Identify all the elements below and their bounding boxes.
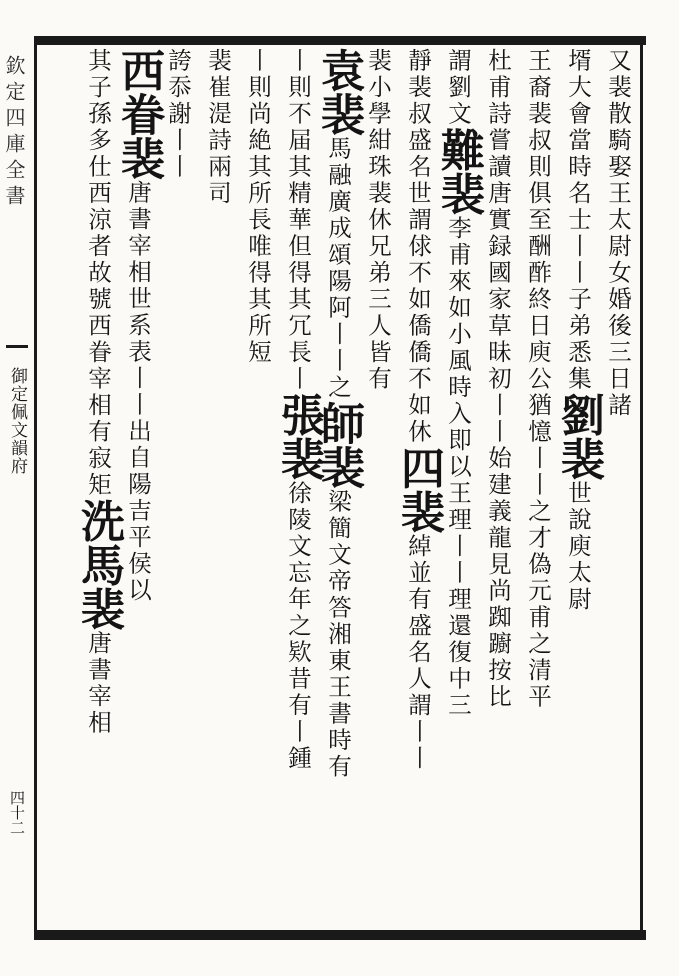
top-border-rule [34, 36, 646, 45]
headword: 張裴 [273, 392, 324, 481]
headword: 袁裴 [313, 48, 364, 136]
text-column: 杜甫詩嘗讀唐實録國家草昧初丨丨始建義龍見尚踟躕按比 [484, 48, 512, 711]
text-column: 靜裴叔盛名世謂俅不如僑僑不如休四裴綽並有盛名人謂丨丨 [393, 48, 444, 772]
text-column: 丨則尚絶其所長唯得其所短 [244, 48, 272, 366]
text-column: 西眷裴唐書宰相世系表丨丨出自陽吉平侯以 [113, 48, 164, 604]
text-column: 丨則不届其精華但得其冗長丨張裴徐陵文忘年之欵昔有丨鍾 [273, 48, 324, 772]
right-frame-line [640, 36, 643, 940]
left-frame-line [34, 36, 37, 940]
headword: 難裴 [433, 127, 484, 216]
text-column: 裴小學紺珠裴休兄弟三人皆有 [364, 48, 392, 393]
text-column: 其子孫多仕西涼者故號西眷宰相有寂矩洗馬裴唐書宰相 [73, 48, 124, 737]
text-column: 壻大會當時名士丨丨子弟悉集劉裴世說庾太尉 [553, 48, 604, 613]
text-column: 謂劉文難裴李甫來如小風時入即以王理丨丨理還復中三 [433, 48, 484, 719]
margin-bracket [6, 345, 28, 366]
book-title: 御定佩文韻府 [7, 367, 27, 475]
text-column: 又裴散騎娶王太尉女婚後三日諸 [604, 48, 632, 419]
headword: 劉裴 [553, 392, 604, 481]
text-column: 王裔裴叔則俱至酬酢終日庾公猶憶丨丨之才偽元甫之清平 [524, 48, 552, 711]
headword: 洗馬裴 [73, 498, 124, 631]
bottom-border-rule [34, 930, 646, 940]
text-column: 袁裴馬融廣成頌陽阿丨丨之師裴梁簡文帝答湘東王書時有 [313, 48, 364, 781]
left-margin-strip [0, 45, 30, 925]
page-number: 四十二 [8, 790, 26, 835]
text-column: 裴崔湜詩兩司 [204, 48, 232, 207]
text-columns [40, 48, 638, 926]
headword: 西眷裴 [113, 48, 164, 180]
text-column: 誇忝謝丨丨 [164, 48, 192, 181]
margin-fragment-text: 欽定四庫全書 [2, 55, 26, 211]
headword: 四裴 [393, 445, 444, 534]
headword: 師裴 [313, 401, 364, 489]
